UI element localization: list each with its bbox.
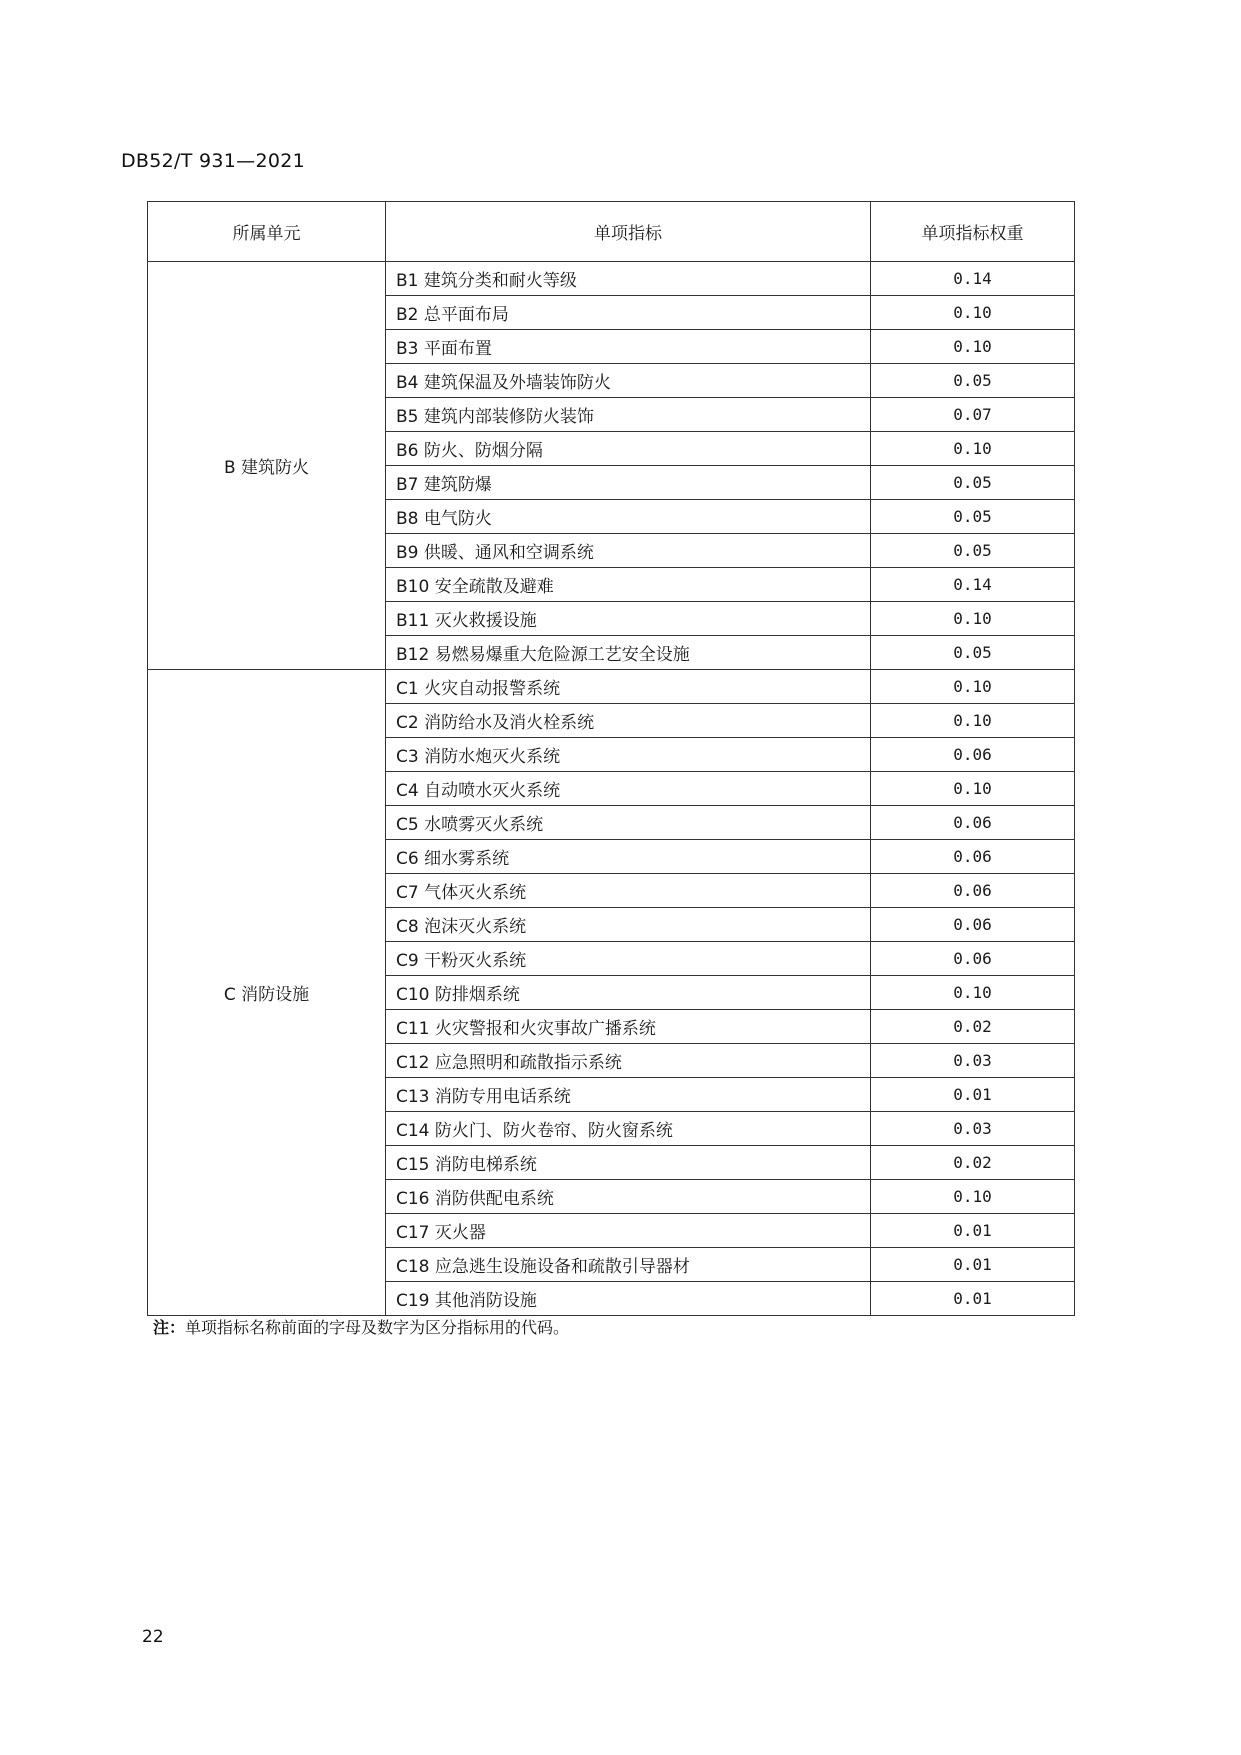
indicator-name-cell: C10 防排烟系统 (386, 976, 871, 1010)
indicator-weight-cell: 0.06 (871, 874, 1075, 908)
indicator-name-cell: C13 消防专用电话系统 (386, 1078, 871, 1112)
note-label: 注： (153, 1318, 186, 1337)
indicator-name-cell: C5 水喷雾灭火系统 (386, 806, 871, 840)
indicator-name-cell: C8 泡沫灭火系统 (386, 908, 871, 942)
indicator-name-cell: C14 防火门、防火卷帘、防火窗系统 (386, 1112, 871, 1146)
indicator-name-cell: C7 气体灭火系统 (386, 874, 871, 908)
indicator-weight-cell: 0.05 (871, 364, 1075, 398)
indicator-weight-cell: 0.06 (871, 942, 1075, 976)
indicator-name-cell: B8 电气防火 (386, 500, 871, 534)
indicator-weight-cell: 0.05 (871, 534, 1075, 568)
indicator-weight-cell: 0.01 (871, 1282, 1075, 1316)
table-row (148, 670, 1075, 704)
indicator-name-cell: B9 供暖、通风和空调系统 (386, 534, 871, 568)
indicator-weight-cell: 0.14 (871, 262, 1075, 296)
indicator-weight-cell: 0.10 (871, 772, 1075, 806)
indicator-weight-cell: 0.10 (871, 296, 1075, 330)
indicator-weight-cell: 0.14 (871, 568, 1075, 602)
header-indicator: 单项指标 (386, 202, 871, 262)
indicator-name-cell: B11 灭火救援设施 (386, 602, 871, 636)
indicator-name-cell: C16 消防供配电系统 (386, 1180, 871, 1214)
indicator-weight-cell: 0.10 (871, 1180, 1075, 1214)
indicator-weight-cell: 0.06 (871, 806, 1075, 840)
indicator-weight-cell: 0.07 (871, 398, 1075, 432)
indicator-weight-cell: 0.05 (871, 636, 1075, 670)
indicator-weight-cell: 0.10 (871, 976, 1075, 1010)
unit-cell: B 建筑防火 (148, 262, 386, 670)
unit-cell: C 消防设施 (148, 670, 386, 1316)
indicator-weight-cell: 0.02 (871, 1010, 1075, 1044)
indicator-name-cell: B10 安全疏散及避难 (386, 568, 871, 602)
indicator-name-cell: B5 建筑内部装修防火装饰 (386, 398, 871, 432)
indicator-weight-cell: 0.01 (871, 1078, 1075, 1112)
indicator-name-cell: B1 建筑分类和耐火等级 (386, 262, 871, 296)
indicator-weight-cell: 0.03 (871, 1044, 1075, 1078)
indicator-weight-cell: 0.10 (871, 602, 1075, 636)
indicator-weight-cell: 0.10 (871, 670, 1075, 704)
indicator-name-cell: C19 其他消防设施 (386, 1282, 871, 1316)
indicator-name-cell: C17 灭火器 (386, 1214, 871, 1248)
indicator-weight-table (147, 201, 1075, 1316)
indicator-name-cell: B4 建筑保温及外墙装饰防火 (386, 364, 871, 398)
indicator-name-cell: B6 防火、防烟分隔 (386, 432, 871, 466)
indicator-weight-cell: 0.10 (871, 330, 1075, 364)
indicator-name-cell: C15 消防电梯系统 (386, 1146, 871, 1180)
indicator-weight-cell: 0.01 (871, 1248, 1075, 1282)
table-body (148, 262, 1075, 1316)
indicator-name-cell: B7 建筑防爆 (386, 466, 871, 500)
indicator-name-cell: C9 干粉灭火系统 (386, 942, 871, 976)
header-weight: 单项指标权重 (871, 202, 1075, 262)
indicator-weight-cell: 0.06 (871, 840, 1075, 874)
page-number: 22 (142, 1627, 164, 1647)
document-code: DB52/T 931—2021 (121, 150, 306, 172)
indicator-name-cell: C6 细水雾系统 (386, 840, 871, 874)
indicator-name-cell: B3 平面布置 (386, 330, 871, 364)
table-row (148, 262, 1075, 296)
indicator-name-cell: C18 应急逃生设施设备和疏散引导器材 (386, 1248, 871, 1282)
header-unit: 所属单元 (148, 202, 386, 262)
indicator-weight-cell: 0.01 (871, 1214, 1075, 1248)
indicator-name-cell: C12 应急照明和疏散指示系统 (386, 1044, 871, 1078)
indicator-name-cell: B2 总平面布局 (386, 296, 871, 330)
indicator-name-cell: C1 火灾自动报警系统 (386, 670, 871, 704)
indicator-name-cell: C3 消防水炮灭火系统 (386, 738, 871, 772)
table-header-row (148, 202, 1075, 262)
indicator-name-cell: C4 自动喷水灭火系统 (386, 772, 871, 806)
indicator-weight-cell: 0.03 (871, 1112, 1075, 1146)
table-note (153, 1315, 569, 1338)
indicator-name-cell: B12 易燃易爆重大危险源工艺安全设施 (386, 636, 871, 670)
indicator-weight-cell: 0.10 (871, 704, 1075, 738)
indicator-weight-cell: 0.05 (871, 466, 1075, 500)
indicator-name-cell: C11 火灾警报和火灾事故广播系统 (386, 1010, 871, 1044)
indicator-weight-cell: 0.06 (871, 908, 1075, 942)
indicator-weight-cell: 0.06 (871, 738, 1075, 772)
indicator-weight-cell: 0.02 (871, 1146, 1075, 1180)
indicator-weight-cell: 0.10 (871, 432, 1075, 466)
indicator-name-cell: C2 消防给水及消火栓系统 (386, 704, 871, 738)
note-text: 单项指标名称前面的字母及数字为区分指标用的代码。 (185, 1318, 570, 1337)
indicator-weight-cell: 0.05 (871, 500, 1075, 534)
